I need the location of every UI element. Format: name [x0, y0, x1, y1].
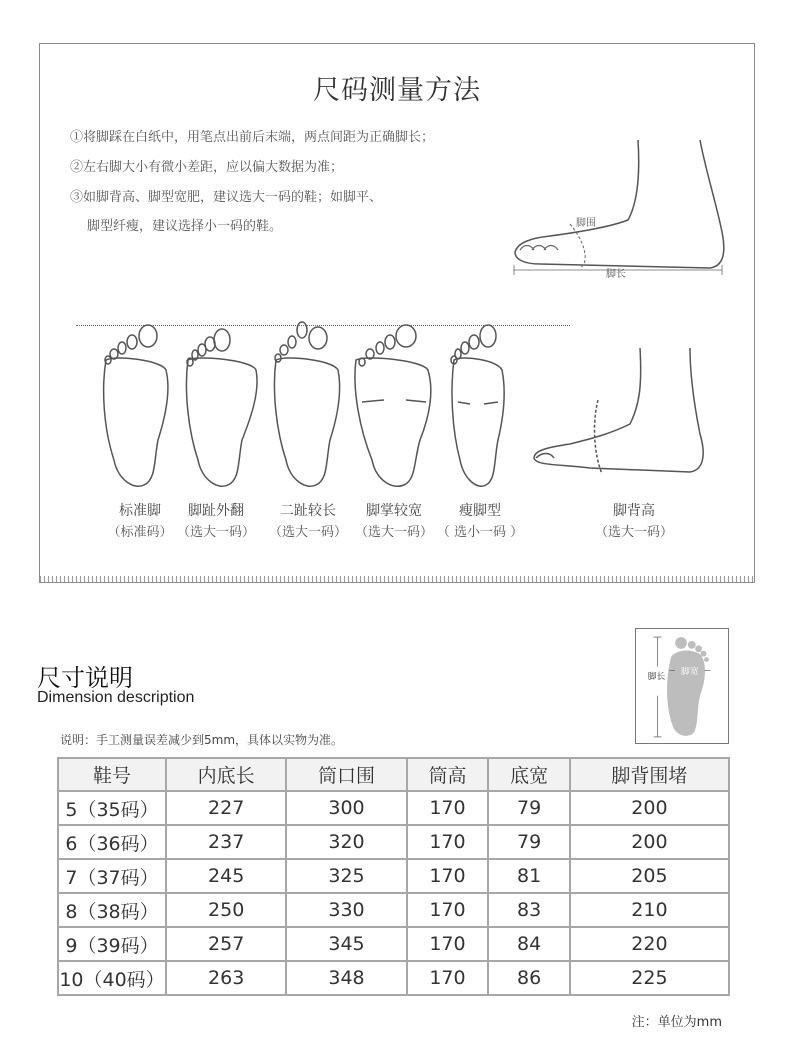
girth-label: 脚围	[576, 218, 596, 229]
table-row	[58, 961, 729, 995]
wide-foot-icon	[355, 325, 431, 486]
cell-sole-width: 84	[488, 927, 570, 961]
cell-sole-width: 79	[488, 791, 570, 825]
foot-type-slim-name: 瘦脚型	[459, 503, 501, 519]
cell-sole-width: 86	[488, 961, 570, 995]
foot-type-wide-name: 脚掌较宽	[366, 503, 422, 519]
cell-size: 9（39码）	[58, 927, 166, 961]
cell-sole-width: 83	[488, 893, 570, 927]
table-row	[58, 893, 729, 927]
cell-sole-width: 79	[488, 825, 570, 859]
cell-instep-girth: 220	[570, 927, 729, 961]
cell-instep-girth: 200	[570, 791, 729, 825]
bunion-foot-icon	[186, 329, 257, 486]
unit-footnote: 注：单位为mm	[631, 1015, 722, 1030]
cell-instep-girth: 205	[570, 859, 729, 893]
slim-foot-icon	[451, 325, 504, 486]
cell-size: 10（40码）	[58, 961, 166, 995]
cell-shaft-height: 170	[407, 961, 489, 995]
cell-instep-girth: 225	[570, 961, 729, 995]
cell-shaft-height: 170	[407, 893, 489, 927]
cell-insole-length: 263	[166, 961, 286, 995]
table-header-row	[58, 758, 729, 791]
header-insole-length: 内底长	[166, 758, 286, 791]
foot-type-bunion-advice: （选大一码）	[176, 525, 255, 540]
guide-step-1: ①将脚踩在白纸中，用笔点出前后末端，两点间距为正确脚长；	[70, 130, 435, 145]
icon-length-label: 脚长	[647, 672, 666, 683]
foot-type-slim-advice: （ 选小一码 ）	[436, 525, 524, 540]
cell-shaft-opening: 300	[286, 791, 406, 825]
cell-insole-length: 245	[166, 859, 286, 893]
standard-foot-icon	[104, 325, 168, 486]
foot-type-bunion-name: 脚趾外翻	[188, 503, 244, 519]
guide-title: 尺码测量方法	[313, 75, 481, 106]
cell-insole-length: 250	[166, 893, 286, 927]
table-row	[58, 859, 729, 893]
foot-type-standard-name: 标准脚	[119, 503, 161, 519]
foot-type-high-instep-name: 脚背高	[613, 503, 655, 519]
cell-size: 6（36码）	[58, 825, 166, 859]
cell-shaft-opening: 325	[286, 859, 406, 893]
cell-insole-length: 237	[166, 825, 286, 859]
cell-shaft-height: 170	[407, 825, 489, 859]
icon-width-label: 脚宽	[681, 667, 699, 678]
dimension-title: 尺寸说明	[37, 664, 133, 692]
cell-size: 7（37码）	[58, 859, 166, 893]
cell-instep-girth: 200	[570, 825, 729, 859]
header-sole-width: 底宽	[488, 758, 570, 791]
cell-shaft-opening: 330	[286, 893, 406, 927]
size-table	[57, 757, 730, 996]
table-row	[58, 791, 729, 825]
header-shaft-opening: 筒口围	[286, 758, 406, 791]
header-shoe-size: 鞋号	[58, 758, 166, 791]
side-foot-illustration	[510, 132, 726, 278]
guide-step-3: ③如脚背高、脚型宽肥，建议选大一码的鞋；如脚平、	[70, 190, 383, 205]
cell-shaft-opening: 320	[286, 825, 406, 859]
guide-step-3-continued: 脚型纤瘦，建议选择小一码的鞋。	[87, 219, 283, 234]
table-row	[58, 825, 729, 859]
cell-shaft-opening: 345	[286, 927, 406, 961]
cell-size: 5（35码）	[58, 791, 166, 825]
foot-type-standard-advice: （标准码）	[107, 525, 173, 540]
cell-insole-length: 257	[166, 927, 286, 961]
cell-shaft-height: 170	[407, 859, 489, 893]
cell-shaft-opening: 348	[286, 961, 406, 995]
header-shaft-height: 筒高	[407, 758, 489, 791]
cell-sole-width: 81	[488, 859, 570, 893]
cell-size: 8（38码）	[58, 893, 166, 927]
long-second-toe-foot-icon	[274, 322, 339, 486]
foot-type-high-instep-advice: （选大一码）	[594, 525, 673, 540]
foot-type-long-toe-name: 二趾较长	[280, 503, 336, 519]
header-instep-girth: 脚背围堵	[570, 758, 729, 791]
dimension-subtitle: Dimension description	[37, 689, 195, 706]
ruler-edge	[40, 576, 754, 582]
table-row	[58, 927, 729, 961]
cell-instep-girth: 210	[570, 893, 729, 927]
measuring-guide-panel	[39, 43, 755, 583]
footprint-icon	[635, 628, 729, 744]
cell-shaft-height: 170	[407, 791, 489, 825]
foot-type-wide-advice: （选大一码）	[354, 525, 433, 540]
foot-types-illustration	[96, 320, 536, 500]
length-label: 脚长	[606, 269, 626, 278]
high-instep-foot-icon	[530, 344, 710, 484]
guide-step-2: ②左右脚大小有微小差距，应以偏大数据为准；	[70, 160, 344, 175]
cell-shaft-height: 170	[407, 927, 489, 961]
foot-type-long-toe-advice: （选大一码）	[268, 525, 347, 540]
cell-insole-length: 227	[166, 791, 286, 825]
measurement-note: 说明：手工测量误差减少到5mm，具体以实物为准。	[60, 733, 344, 747]
